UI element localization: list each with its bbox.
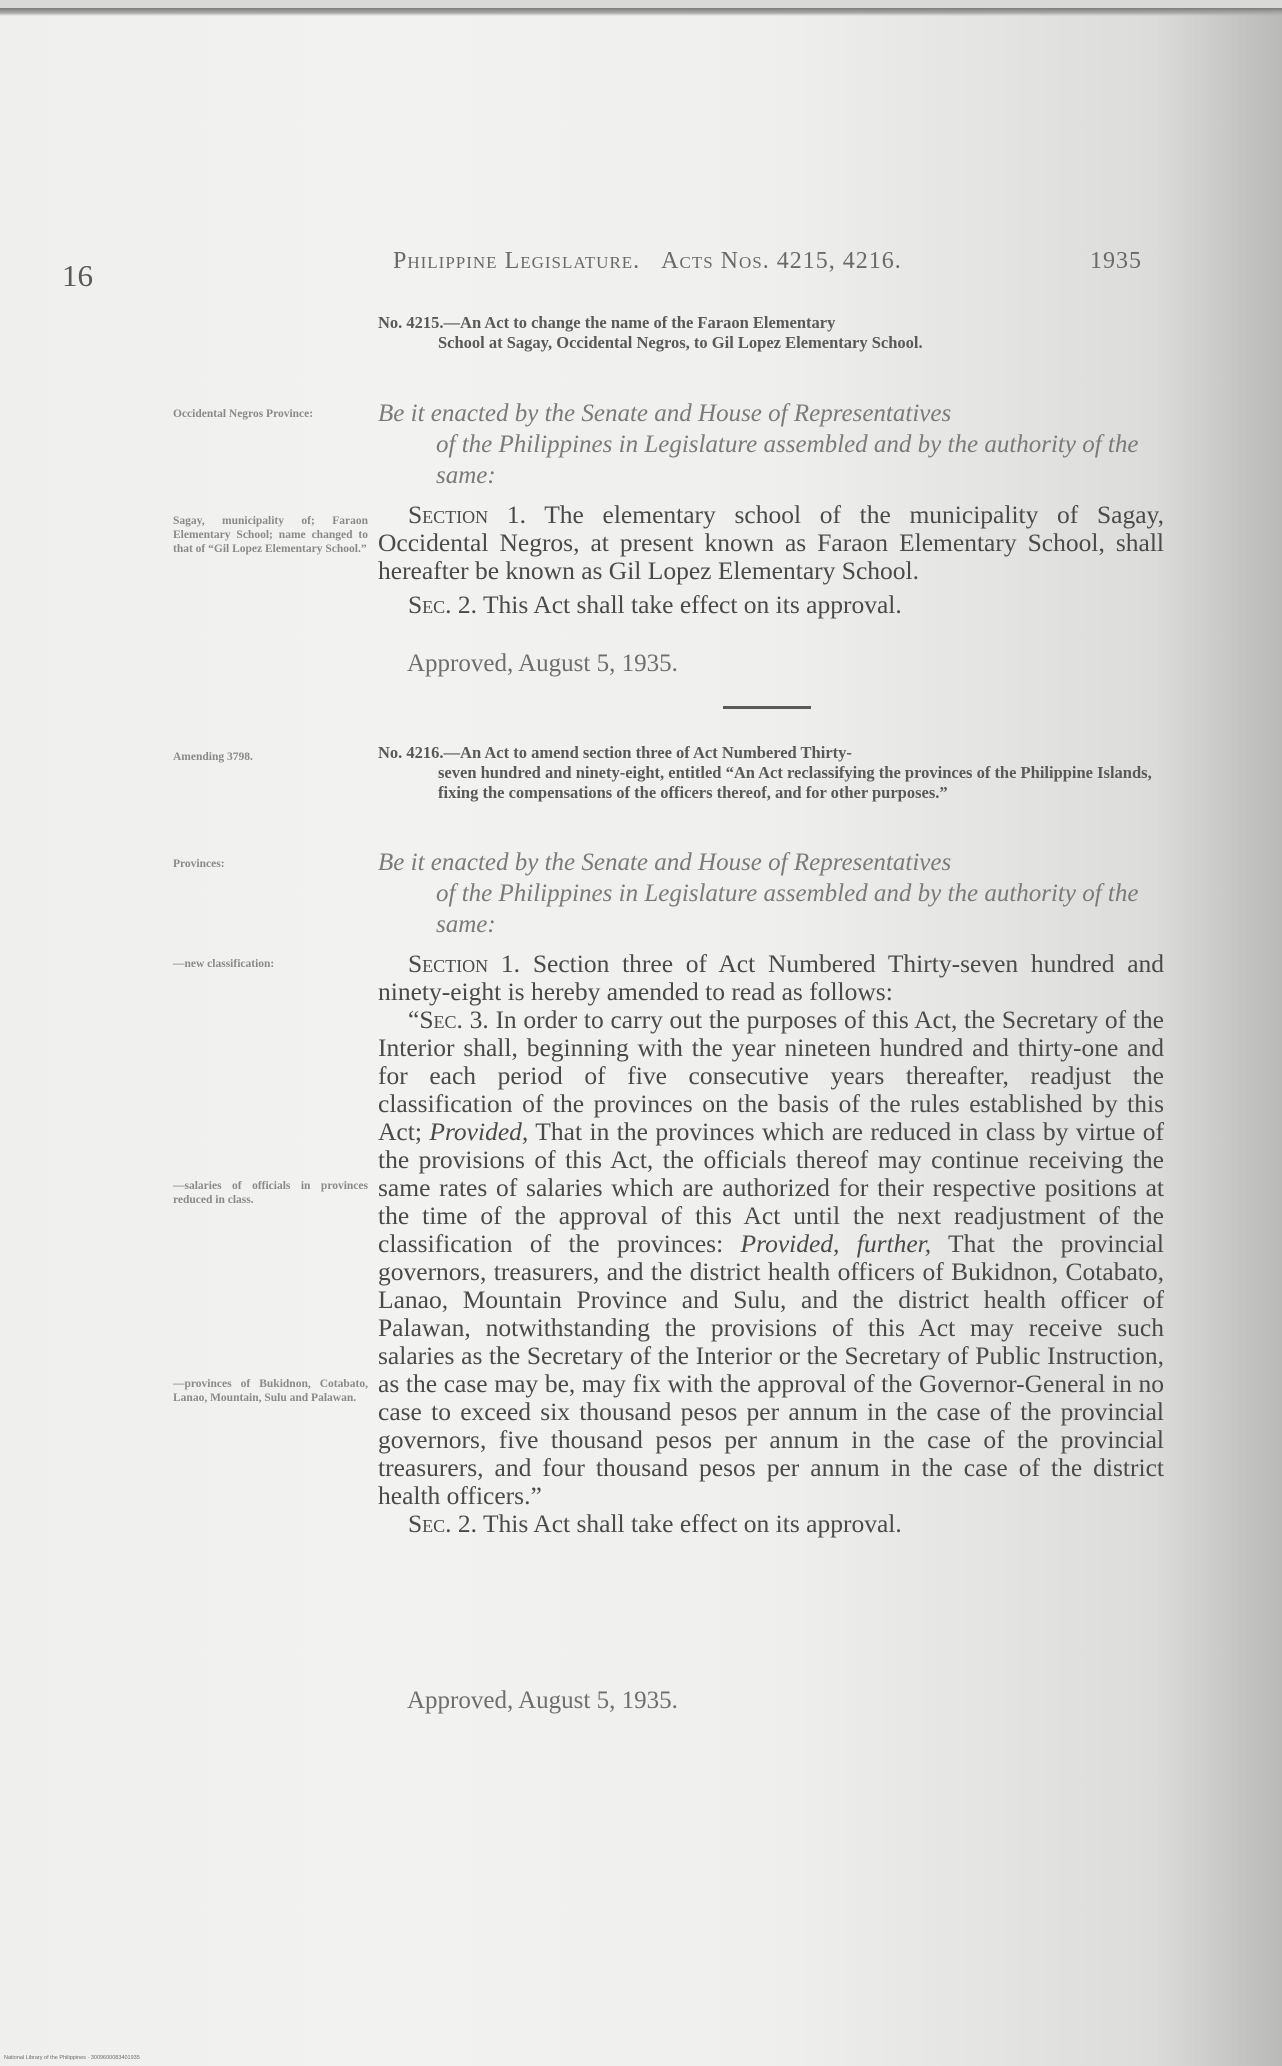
margin-note-amending: Amending 3798.: [173, 751, 253, 763]
margin-note-bukidnon: —provinces of Bukidnon, Cotabato, Lanao, Mountain, Sulu and Palawan.: [173, 1378, 368, 1404]
section-label: “Sec. 3.: [408, 1005, 489, 1034]
margin-note-new-classification: —new classification:: [173, 958, 275, 970]
act-4216-enacting-line1: Be it enacted by the Senate and House of Representatives: [378, 849, 952, 876]
act-4215-section-2: [378, 591, 1164, 619]
page-top-edge: [0, 8, 1282, 16]
margin-note-occidental: Occidental Negros Province:: [173, 408, 314, 420]
act-4215-enacting-clause: [378, 398, 1168, 491]
section-label: Section 1.: [408, 949, 521, 978]
header-year: 1935: [1090, 248, 1142, 274]
act-4216-body: [378, 950, 1164, 1538]
act-4216-amended-sec-3: [378, 1006, 1164, 1510]
act-4216-title-line1: No. 4216.—An Act to amend section three of Act Numbered Thirty-: [378, 743, 852, 762]
act-4215-title: [378, 313, 1163, 353]
page-number: 16: [62, 258, 93, 293]
section-text: Section three of Act Numbered Thirty-seven hundred and ninety-eight is hereby amended to read as follows:: [378, 949, 1165, 1006]
section-text-a: In order to carry out the purposes of this Act, the Secretary of the Interior shall, beginning with the year nineteen hundred and thirty-one and for each period of five consecutive years thereafter, readjust the classification of the provinces on the basis of the rules established by this Act;: [378, 1005, 1164, 1146]
section-label: Sec. 2.: [408, 1509, 478, 1538]
margin-note-sagay: Sagay, municipality of; Faraon Elementary School; name changed to that of “Gil Lopez Elementary School.”: [173, 515, 368, 555]
margin-note-salaries: —salaries of officials in provinces reduced in class.: [173, 1180, 368, 1206]
section-text: The elementary school of the municipality of Sagay, Occidental Negros, at present known as Faraon Elementary School, shall hereafter be known as Gil Lopez Elementary School.: [378, 500, 1164, 585]
section-label: Section 1.: [408, 500, 526, 529]
act-4215-section-1: [378, 501, 1164, 585]
act-4215-title-line1: No. 4215.—An Act to change the name of the Faraon Elementary: [378, 313, 836, 332]
running-head: [393, 248, 902, 288]
act-4216-section-1: [378, 950, 1164, 1006]
act-4216-title: [378, 743, 1163, 803]
running-head-left: Philippine Legislature.: [393, 248, 641, 274]
act-4215-body: [378, 501, 1164, 619]
provided-1: Provided,: [429, 1117, 529, 1146]
act-4216-title-rest: seven hundred and ninety-eight, entitled “An Act reclassifying the provinces of the Philippine Islands, fixing the compensations of the officers thereof, and for other purposes.”: [438, 763, 1152, 802]
act-4215-approved: Approved, August 5, 1935.: [407, 650, 678, 677]
section-text: This Act shall take effect on its approval.: [482, 590, 902, 619]
act-4215-enacting-rest: of the Philippines in Legislature assembled and by the authority of the same:: [436, 431, 1139, 489]
running-head-right: Acts Nos. 4215, 4216.: [661, 248, 902, 274]
section-divider: [723, 706, 811, 709]
act-4216-enacting-clause: [378, 847, 1168, 940]
act-4215-enacting-line1: Be it enacted by the Senate and House of Representatives: [378, 400, 952, 427]
section-label: Sec. 2.: [408, 590, 478, 619]
act-4216-section-2: [378, 1510, 1164, 1538]
section-text: This Act shall take effect on its approval.: [482, 1509, 902, 1538]
scan-source-line: National Library of the Philippines · 3009600083401935: [4, 2055, 140, 2061]
act-4216-enacting-rest: of the Philippines in Legislature assembled and by the authority of the same:: [436, 880, 1139, 938]
margin-note-provinces: Provinces:: [173, 858, 225, 870]
section-text-b: That in the provinces which are reduced in class by virtue of the provisions of this Act, the officials thereof may continue receiving the same rates of salaries which are authorized for their respective positions at the time of the approval of this Act until the next readjustment of the classification of the provinces:: [378, 1117, 1165, 1258]
act-4216-approved: Approved, August 5, 1935.: [407, 1687, 678, 1714]
provided-2: Provided, further,: [740, 1229, 932, 1258]
section-text-c: That the provincial governors, treasurers, and the district health officers of Bukidnon, Cotabato, Lanao, Mountain Province and Sulu, and the district health officer of Palawan, notwithstanding the provisions of this Act may receive such salaries as the Secretary of the Interior or the Secretary of Public Instruction, as the case may be, may fix with the approval of the Governor-General in no case to exceed six thousand pesos per annum in the case of the provincial governors, five thousand pesos per annum in the case of the provincial treasurers, and four thousand pesos per annum in the case of the district health officers.”: [378, 1229, 1164, 1510]
act-4215-title-rest: School at Sagay, Occidental Negros, to Gil Lopez Elementary School.: [438, 333, 923, 352]
